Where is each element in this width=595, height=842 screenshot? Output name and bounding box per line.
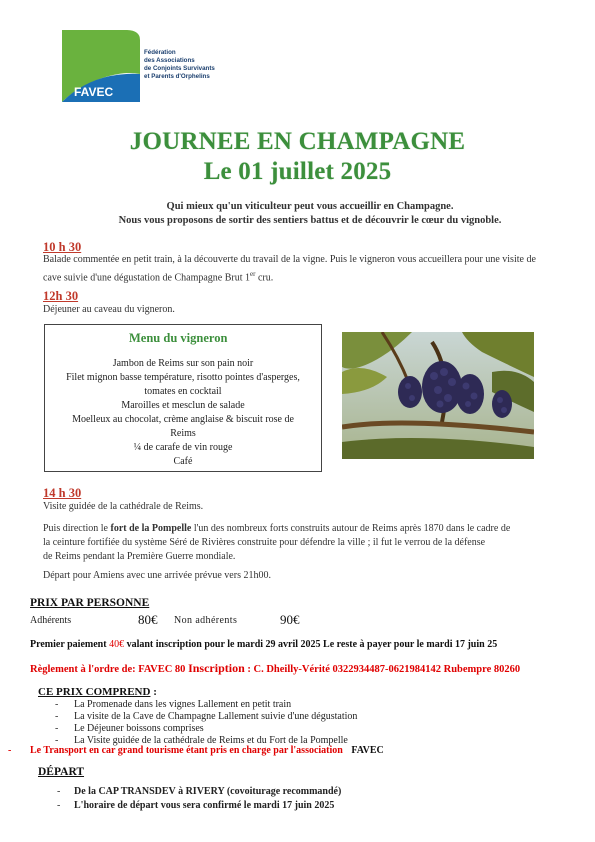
- includes-colon: :: [150, 686, 157, 698]
- afternoon-details: [43, 522, 583, 564]
- return-info: Départ pour Amiens avec une arrivée prévue vers 21h00.: [43, 570, 271, 581]
- grapes-photo: [342, 332, 534, 459]
- afternoon-line-3: de Reims pendant la Première Guerre mondiale.: [43, 551, 236, 562]
- include-item: Le Déjeuner boissons comprises: [74, 723, 204, 734]
- payment-post: valant inscription pour le mardi 29 avril 2025 Le reste à payer pour le mardi 17 juin 25: [124, 639, 498, 650]
- logo-line-1: Fédération: [144, 49, 176, 56]
- superscript-er: er: [250, 270, 256, 278]
- afternoon-line-1-post: l'un des nombreux forts construits autour de Reims après 1870 dans le cadre de: [191, 523, 511, 534]
- menu-item: Reims: [170, 428, 196, 439]
- departure-item: De la CAP TRANSDEV à RIVERY (covoiturage recommandé): [74, 786, 342, 797]
- include-item: La Promenade dans les vignes Lallement en petit train: [74, 699, 292, 710]
- program-morning-line-1: Balade commentée en petit train, à la découverte du travail de la vigne. Puis le vigneron vous accueillera pour une visite de: [43, 254, 536, 265]
- menu-item: Café: [173, 456, 193, 467]
- program-afternoon: Visite guidée de la cathédrale de Reims.: [43, 501, 204, 512]
- program-lunch: Déjeuner au caveau du vigneron.: [43, 304, 175, 315]
- nonmembers-label: Non adhérents: [174, 615, 238, 626]
- include-item: La visite de la Cave de Champagne Lallement suivie d'une dégustation: [74, 711, 358, 722]
- transport-red: Le Transport en car grand tourisme étant pris en charge par l'association: [30, 745, 343, 756]
- menu-item: Jambon de Reims sur son pain noir: [112, 358, 254, 369]
- intro-line-2: Nous vous proposons de sortir des sentiers battus et de découvrir le cœur du vignoble.: [118, 215, 502, 226]
- include-bullet: -: [55, 723, 59, 734]
- transport-black: FAVEC: [351, 745, 384, 756]
- logo-line-3: de Conjoints Survivants: [144, 65, 215, 72]
- program-morning: [43, 253, 573, 285]
- payment-amount: 40€: [109, 639, 125, 650]
- include-bullet: -: [55, 699, 59, 710]
- include-bullet: -: [55, 711, 59, 722]
- transport-bullet: -: [8, 745, 12, 756]
- order-post: : C. Dheilly-Vérité 0322934487-0621984142 Rubempre 80260: [244, 664, 521, 675]
- time-12h30: 12h 30: [43, 289, 79, 303]
- departure-bullet: -: [57, 786, 61, 797]
- transport-info: [30, 745, 384, 756]
- members-price: 80€: [138, 612, 158, 627]
- departure-heading: DÉPART: [38, 766, 85, 778]
- departure-item: L'horaire de départ vous sera confirmé le mardi 17 juin 2025: [74, 800, 335, 811]
- afternoon-line-1-pre: Puis direction le: [43, 523, 111, 534]
- program-morning-line-2: cave suivie d'une dégustation de Champagne Brut 1: [43, 272, 251, 284]
- includes-heading: CE PRIX COMPREND: [38, 686, 151, 698]
- page-title: JOURNEE EN CHAMPAGNE: [129, 128, 466, 155]
- menu-box: [44, 324, 322, 472]
- program-morning-line-2-end: cru.: [255, 272, 274, 284]
- logo-line-4: et Parents d'Orphelins: [144, 73, 210, 80]
- nonmembers-price: 90€: [280, 612, 300, 627]
- order-info: [30, 661, 520, 676]
- logo-brand: FAVEC: [74, 85, 114, 99]
- include-item: La Visite guidée de la cathédrale de Reims et du Fort de la Pompelle: [74, 735, 348, 746]
- time-10h30: 10 h 30: [43, 240, 82, 254]
- include-bullet: -: [55, 735, 59, 746]
- fort-name: fort de la Pompelle: [110, 523, 192, 534]
- payment-info: [30, 639, 497, 650]
- menu-item: Moelleux au chocolat, crème anglaise & biscuit rose de: [72, 414, 294, 425]
- order-pre: Règlement à l'ordre de: FAVEC 80: [30, 664, 189, 675]
- order-label: Inscription: [188, 661, 245, 675]
- time-14h30: 14 h 30: [43, 486, 82, 500]
- afternoon-line-2: la ceinture fortifiée du système Séré de Rivières construite pour défendre la ville ; il fut le verrou de la défense: [43, 537, 486, 548]
- menu-item: Maroilles et mesclun de salade: [121, 400, 245, 411]
- intro-line-1: Qui mieux qu'un viticulteur peut vous accueillir en Champagne.: [166, 201, 454, 212]
- menu-title: Menu du vigneron: [129, 331, 228, 345]
- menu-item: tomates en cocktail: [144, 386, 222, 397]
- event-date: Le 01 juillet 2025: [203, 158, 392, 185]
- members-label: Adhérents: [30, 615, 72, 626]
- departure-bullet: -: [57, 800, 61, 811]
- payment-pre: Premier paiement: [30, 639, 110, 650]
- includes-heading-wrap: [38, 686, 157, 698]
- menu-item: ¼ de carafe de vin rouge: [133, 442, 233, 453]
- favec-logo: [62, 30, 220, 102]
- menu-item: Filet mignon basse température, risotto pointes d'asperges,: [66, 372, 300, 383]
- logo-line-2: des Associations: [144, 57, 195, 64]
- price-heading: PRIX PAR PERSONNE: [30, 597, 150, 609]
